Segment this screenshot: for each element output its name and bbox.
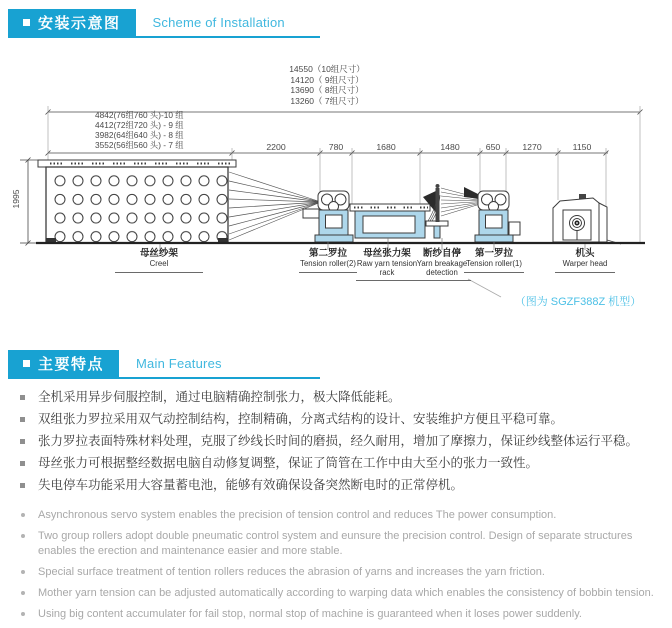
label-yarn-breakage-zh: 断纱自停 bbox=[422, 248, 461, 259]
dot-bullet-icon bbox=[21, 513, 25, 517]
dot-bullet-icon bbox=[21, 534, 25, 538]
feature-text-en: Mother yarn tension can be adjusted automatically according to warping data which enables the consistency of bobbin tension. bbox=[38, 587, 654, 599]
square-bullet-icon bbox=[20, 395, 25, 400]
feature-text-zh: 母丝张力可根据整经数据电脑自动修复调整，保证了筒管在工作中由大至小的张力一致性。 bbox=[38, 456, 539, 470]
features-title-badge bbox=[8, 350, 119, 377]
feature-item-zh bbox=[20, 457, 660, 470]
dim-creel-9: 4412(72组720 头) - 9 组 bbox=[95, 120, 184, 130]
label-warper-head bbox=[555, 248, 615, 273]
overall-dimension-labels bbox=[277, 64, 377, 106]
label-warper-head-zh: 机头 bbox=[575, 248, 595, 259]
dim-creel-7: 3552(56组560 头) - 7 组 bbox=[95, 140, 184, 150]
feature-text-zh: 双组张力罗拉采用双气动控制结构，控制精确，分离式结构的设计、安装维护方便且平稳可靠。 bbox=[38, 412, 564, 426]
feature-text-en: Special surface treatment of tention rollers reduces the abrasion of yarns and increases the yarn friction. bbox=[38, 566, 545, 578]
dim-overall-10: 14550（10组尺寸） bbox=[289, 64, 365, 74]
label-tension-roller1-zh: 第一罗拉 bbox=[474, 248, 513, 259]
label-tension-roller2 bbox=[299, 248, 357, 273]
model-caption: （图为 SGZF388Z 机型） bbox=[514, 296, 642, 308]
yarn-fan-lines bbox=[229, 172, 321, 240]
dim-segment-780: 780 bbox=[328, 142, 344, 152]
dot-bullet-icon bbox=[21, 591, 25, 595]
label-tension-roller2-en: Tension roller(2) bbox=[300, 259, 356, 268]
feature-text-en: Two group rollers adopt double pneumatic control system and eunsure the precision control. Design of separate structures enables the erection and maintenance easier and more stable. bbox=[38, 530, 633, 557]
dim-segment-650: 650 bbox=[485, 142, 501, 152]
label-tension-rack bbox=[356, 248, 418, 281]
label-creel-zh: 母丝纱架 bbox=[139, 248, 178, 259]
installation-title-zh: 安装示意图 bbox=[38, 15, 121, 32]
dim-overall-9: 14120（ 9组尺寸） bbox=[290, 74, 364, 85]
dot-bullet-icon bbox=[21, 570, 25, 574]
feature-item-zh bbox=[20, 391, 660, 404]
installation-title-en: Scheme of Installation bbox=[152, 15, 285, 30]
feature-item-en bbox=[20, 529, 656, 559]
label-tension-roller1-en: Tension roller(1) bbox=[466, 259, 522, 268]
features-section-header bbox=[8, 350, 320, 379]
features-list-zh bbox=[20, 391, 660, 501]
tension-rack-drawing bbox=[350, 204, 430, 238]
label-creel bbox=[115, 248, 203, 273]
feature-item-en bbox=[20, 508, 656, 523]
label-yarn-breakage bbox=[413, 248, 471, 281]
dim-segment-1680: 1680 bbox=[376, 142, 396, 152]
label-creel-en: Creel bbox=[149, 259, 169, 268]
creel-dimension-labels bbox=[95, 110, 225, 150]
square-bullet-icon bbox=[20, 461, 25, 466]
dim-creel-10: 4842(76组760 头)-10 组 bbox=[95, 110, 184, 120]
dim-segment-1270: 1270 bbox=[522, 142, 542, 152]
feature-item-zh bbox=[20, 435, 660, 448]
features-title-en: Main Features bbox=[136, 356, 222, 371]
features-title-zh: 主要特点 bbox=[38, 356, 105, 373]
feature-text-en: Asynchronous servo system enables the precision of tension control and reduces The power consumption. bbox=[38, 509, 557, 521]
dot-bullet-icon bbox=[21, 612, 25, 616]
label-warper-head-en: Warper head bbox=[562, 259, 608, 268]
feature-item-en bbox=[20, 565, 656, 580]
feature-item-en bbox=[20, 586, 656, 601]
creel-drawing bbox=[38, 160, 236, 246]
square-bullet-icon bbox=[20, 417, 25, 422]
dim-height-1995: 1995 bbox=[11, 189, 21, 209]
features-list-en bbox=[20, 508, 656, 628]
feature-text-zh: 全机采用异步伺服控制，通过电脑精确控制张力，极大降低能耗。 bbox=[38, 390, 401, 404]
tension-roller1-drawing bbox=[475, 191, 520, 242]
feature-text-zh: 张力罗拉表面特殊材料处理，克服了纱线长时间的磨损，经久耐用，增加了摩擦力，保证纱线整体运行平稳。 bbox=[38, 434, 639, 448]
feature-text-zh: 失电停车功能采用大容量蓄电池，能够有效确保设备突然断电时的正常停机。 bbox=[38, 478, 464, 492]
dim-overall-7: 13260（ 7组尺寸） bbox=[290, 95, 364, 106]
label-tension-roller2-zh: 第二罗拉 bbox=[308, 248, 347, 259]
label-tension-rack-en: Raw yarn tension rack bbox=[356, 259, 418, 277]
feature-text-en: Using big content accumulater for fail stop, normal stop of machine is guaranteed when it loses power suddenly. bbox=[38, 608, 582, 620]
dim-segment-2200: 2200 bbox=[266, 142, 286, 152]
feature-item-zh bbox=[20, 479, 660, 492]
feature-item-zh bbox=[20, 413, 660, 426]
label-tension-rack-zh: 母丝张力架 bbox=[363, 248, 411, 259]
dim-overall-8: 13690（ 8组尺寸） bbox=[290, 85, 364, 95]
feature-item-en bbox=[20, 607, 656, 622]
square-bullet-icon bbox=[20, 483, 25, 488]
section-bullet-icon bbox=[23, 360, 30, 367]
dim-segment-1480: 1480 bbox=[440, 142, 460, 152]
dim-segment-1150: 1150 bbox=[572, 142, 592, 152]
square-bullet-icon bbox=[20, 439, 25, 444]
label-tension-roller1 bbox=[464, 248, 524, 273]
dim-creel-8: 3982(64组640 头) - 8 组 bbox=[95, 130, 184, 140]
label-yarn-breakage-en: Yarn breakage detection bbox=[416, 259, 468, 277]
warper-head-drawing bbox=[553, 194, 621, 244]
